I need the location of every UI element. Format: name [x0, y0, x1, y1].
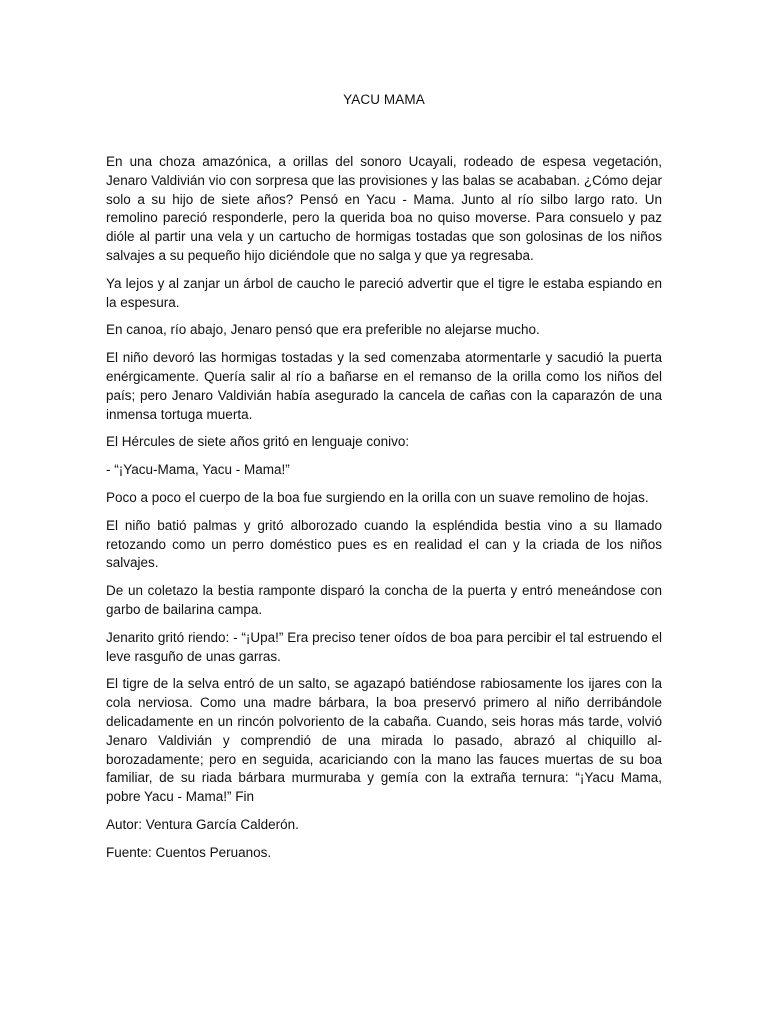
- paragraph: - “¡Yacu-Mama, Yacu - Mama!”: [106, 462, 290, 478]
- document-page: [106, 92, 662, 872]
- paragraph: En una choza amazónica, a orillas del sonoro Ucayali, rodeado de espesa vegetación, Jenaro Valdivián vio con sorpresa que las provisiones y las balas se acababan. ¿Cómo dejar solo a su hijo de siete años? Pensó en Yacu - Mama. Junto al río silbo largo rato. Un remolino pareció responderle, pero la querida boa no quiso moverse. Para consuelo y paz dióle al partir una vela y un cartucho de hormigas tostadas que son golosinas de los niños salvajes a su pequeño hijo diciéndole que no salga y que ya regresaba.: [106, 154, 662, 263]
- document-title: YACU MAMA: [343, 92, 425, 107]
- paragraph: Ya lejos y al zanjar un árbol de caucho le pareció advertir que el tigre le estaba espiando en la espesura.: [106, 275, 662, 310]
- source-line: Fuente: Cuentos Peruanos.: [106, 844, 272, 860]
- paragraph: El niño devoró las hormigas tostadas y la sed comenzaba atormentarle y sacudió la puerta enérgicamente. Quería salir al río a bañarse en el remanso de la orilla como los niños del país; pero Jenaro Valdivián había asegurado la cancela de cañas con la caparazón de una inmensa tortuga muerta.: [106, 350, 662, 422]
- paragraph: Poco a poco el cuerpo de la boa fue surgiendo en la orilla con un suave remolino de hojas.: [106, 489, 649, 505]
- author-line: Autor: Ventura García Calderón.: [106, 816, 299, 832]
- paragraph: En canoa, río abajo, Jenaro pensó que era preferible no alejarse mucho.: [106, 322, 540, 338]
- paragraph: De un coletazo la bestia ramponte disparó la concha de la puerta y entró meneándose con garbo de bailarina campa.: [106, 583, 662, 617]
- paragraph: El tigre de la selva entró de un salto, se agazapó batiéndose rabiosamente los ijares con la cola nerviosa. Como una madre bárbara, la boa preservó primero al niño derribándole delicadamente en un rincón polvoriento de la cabaña. Cuando, seis horas más tarde, volvió Jenaro Valdivián y comprendió de una mirada lo pasado, abrazó al chiquillo al- borozadamente; pero en seguida, acariciando con la mano las fauces muertas de su boa familiar, de su riada bárbara murmuraba y gemía con la extraña ternura: “¡Yacu Mama, pobre Yacu - Mama!” Fin: [106, 676, 662, 805]
- paragraph: Jenarito gritó riendo: - “¡Upa!” Era preciso tener oídos de boa para percibir el tal estruendo el leve rasguño de unas garras.: [106, 629, 662, 664]
- paragraph: El niño batió palmas y gritó alborozado cuando la espléndida bestia vino a su llamado retozando como un perro doméstico pues es en realidad el can y la criada de los niños salvajes.: [106, 517, 662, 571]
- paragraph: El Hércules de siete años gritó en lenguaje conivo:: [106, 434, 410, 450]
